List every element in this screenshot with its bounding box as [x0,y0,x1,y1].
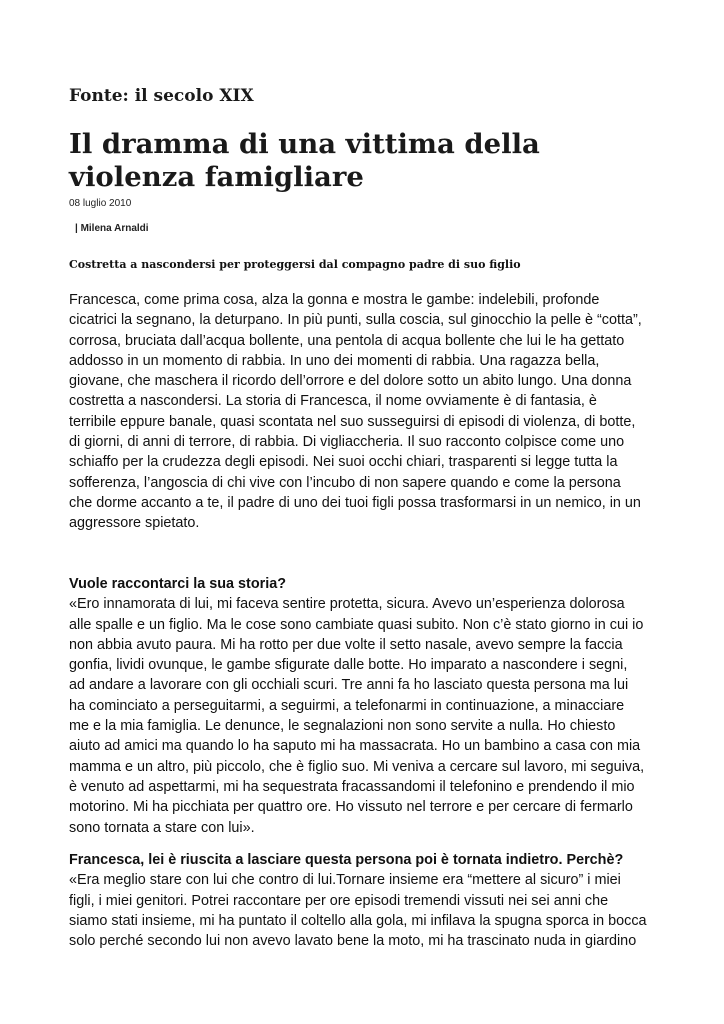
intro-paragraph [69,290,659,534]
text-line: sofferenza, l’angoscia di chi vive con l’incubo di non sapere quando e come la persona [69,474,621,491]
answer-line: siamo stati insieme, mi ha puntato il coltello alla gola, mi infilava la spugna sporca in bocca [69,912,647,929]
answer-line: sono tornata a stare con lui». [69,819,255,836]
answer-line: figli, i miei genitori. Potrei raccontare per ore episodi tremendi vissuti nei sei anni che [69,892,609,909]
interview-question: Francesca, lei è riuscita a lasciare questa persona poi è tornata indietro. Perchè? [69,852,624,868]
answer-line: me e la mia famiglia. Le denunce, le segnalazioni non sono servite a nulla. Ho chiesto [69,718,616,735]
interview-question: Vuole raccontarci la sua storia? [69,576,287,592]
text-line: cicatrici la segnano, la deturpano. In più punti, sulla coscia, sul ginocchio la pelle è “cotta”, [69,312,642,329]
answer-line: aiuto ad amici ma quando lo ha saputo mi ha massacrata. Ho un bambino a casa con mia [69,738,641,755]
text-line: che dorme accanto a te, il padre di uno dei tuoi figli possa trasformarsi in un nemico, in un [69,494,641,511]
answer-line: non abbia avuto paura. Mi ha rotto per due volte il setto nasale, avevo sempre la faccia [69,636,623,653]
text-line: aggressore spietato. [69,515,200,532]
answer-line: alle spalle e un figlio. Ma le cose sono cambiate quasi subito. Non c’è stato giorno in cui io [69,616,644,633]
text-line: Francesca, come prima cosa, alza la gonna e mostra le gambe: indelebili, profonde [69,292,600,308]
text-line: addosso in un momento di rabbia. In uno dei momenti di rabbia. Una ragazza bella, [69,352,600,369]
qa-block-1 [69,574,659,838]
answer-line: ad andare a lavorare con gli occhiali scuri. Tre anni fa ho lasciato questa persona ma lui [69,677,629,694]
answer-line: «Ero innamorata di lui, mi faceva sentire protetta, sicura. Avevo un’esperienza dolorosa [69,596,625,613]
text-line: terribile eppure banale, quasi scontata nel suo susseguirsi di episodi di violenza, di botte, [69,413,636,430]
article-subtitle: Costretta a nascondersi per proteggersi dal compagno padre di suo figlio [69,258,521,271]
article-author: | Milena Arnaldi [75,223,149,234]
text-line: corrosa, bruciata dall’acqua bollente, una pentola di acqua bollente che lui le ha gettato [69,332,625,349]
answer-line: ha cominciato a perseguitarmi, a seguirmi, a telefonarmi in continuazione, a minacciare [69,697,625,714]
answer-line: motorino. Mi ha picchiata per quattro ore. Ho vissuto nel terrore e per cercare di fermarlo [69,799,633,816]
answer-line: è venuto ad aspettarmi, mi ha sequestrata fracassandomi il telefonino e prendendo il mio [69,778,635,795]
article-title: Il dramma di una vittima della violenza famigliare [69,128,540,193]
qa-block-2 [69,850,659,951]
text-line: di giorni, di anni di terrore, di rabbia. Di vigliaccheria. Il suo racconto colpisce come uno [69,434,625,451]
answer-line: mamma e un altro, più piccolo, che è figlio suo. Mi veniva a cercare sul lavoro, mi seguiva, [69,758,645,775]
answer-line: solo perché secondo lui non avevo lavato bene la moto, mi ha trascinato nuda in giardino [69,933,637,950]
text-line: giovane, che maschera il ricordo dell’orrore e del dolore sotto un abito lungo. Una donna [69,373,632,390]
source-label: Fonte: il secolo XIX [69,86,254,106]
answer-line: «Era meglio stare con lui che contro di lui.Tornare insieme era “mettere al sicuro” i miei [69,872,621,889]
answer-line: gonfia, lividi ovunque, le gambe sfigurate dalle botte. Ho imparato a nascondere i segni, [69,657,628,674]
text-line: costretta a nascondersi. La storia di Francesca, il nome ovviamente è di fantasia, è [69,393,597,410]
article-date: 08 luglio 2010 [69,198,132,209]
text-line: schiaffo per la crudezza degli episodi. Nei suoi occhi chiari, trasparenti si legge tutta la [69,454,618,471]
